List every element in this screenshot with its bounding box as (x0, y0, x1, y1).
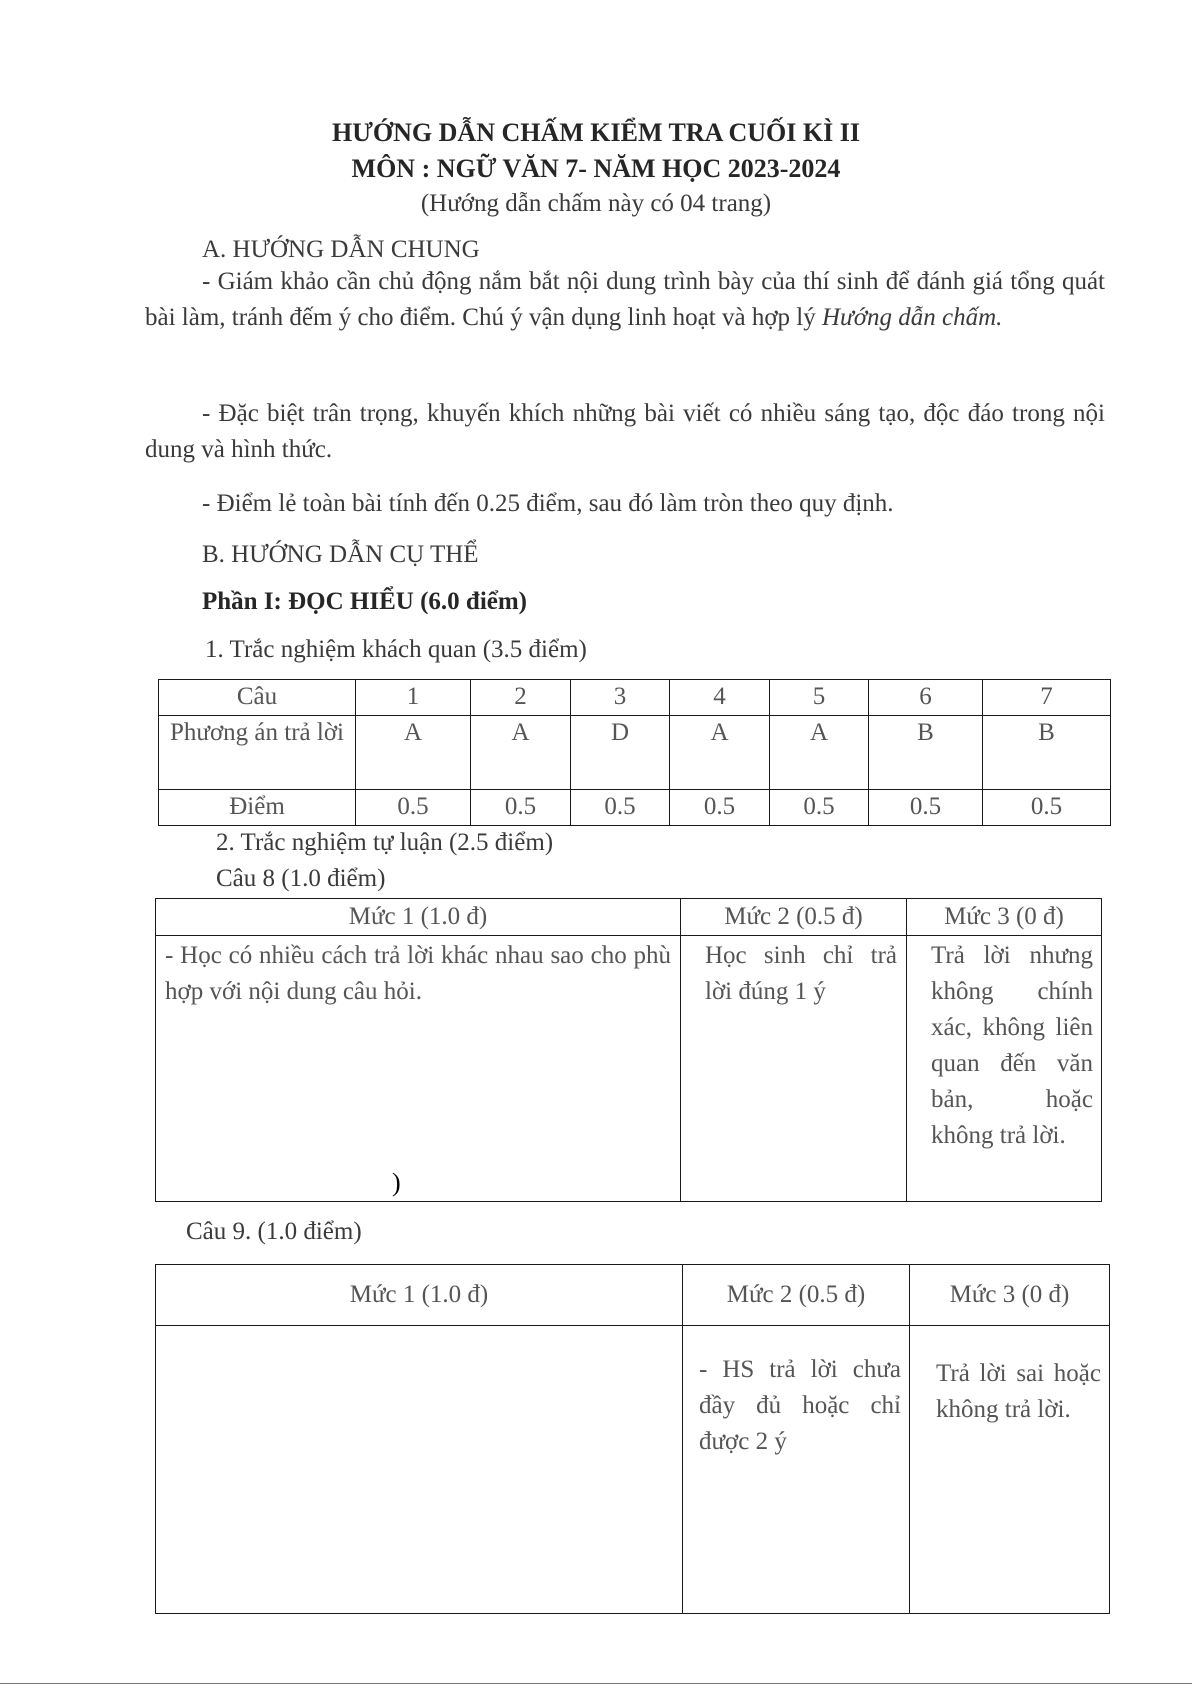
table-cell: B (983, 716, 1111, 790)
table-cell: A (471, 716, 571, 790)
table-row (156, 936, 1102, 1202)
column-header: Mức 2 (0.5 đ) (681, 899, 907, 936)
table-cell: 7 (983, 680, 1111, 716)
level-1-criteria: - Học có nhiều cách trả lời khác nhau sao cho phù hợp với nội dung câu hỏi. (165, 942, 671, 1005)
level-1-criteria (156, 1326, 682, 1328)
table-cell: 2 (471, 680, 571, 716)
section-a-paragraph-1 (145, 264, 1105, 336)
table-cell (907, 936, 1102, 1202)
question-8-heading: Câu 8 (1.0 điểm) (216, 865, 386, 892)
document-title-line-1: HƯỚNG DẪN CHẤM KIỂM TRA CUỐI KÌ II (332, 118, 860, 147)
level-2-criteria: - HS trả lời chưa đầy đủ hoặc chỉ được 2 ý (699, 1356, 901, 1455)
page-count-note: (Hướng dẫn chấm này có 04 trang) (420, 190, 772, 217)
subsection-1-heading: 1. Trắc nghiệm khách quan (3.5 điểm) (205, 636, 587, 663)
row-label: Câu (159, 680, 356, 716)
question-9-heading: Câu 9. (1.0 điểm) (186, 1218, 362, 1245)
table-row (156, 899, 1102, 936)
table-row (159, 790, 1111, 826)
table-row (159, 716, 1111, 790)
table-cell: A (670, 716, 770, 790)
level-3-criteria: Trả lời sai hoặc không trả lời. (936, 1360, 1101, 1423)
section-a-heading: A. HƯỚNG DẪN CHUNG (202, 236, 480, 263)
row-label: Phương án trả lời (159, 716, 356, 790)
table-cell: 3 (571, 680, 670, 716)
part-1-heading: Phần I: ĐỌC HIỂU (6.0 điểm) (202, 588, 528, 615)
table-cell: 4 (670, 680, 770, 716)
table-cell: 6 (869, 680, 983, 716)
paragraph-1-text: - Giám khảo cần chủ động nắm bắt nội dung trình bày của thí sinh để đánh giá tổng quát bài làm, tránh đếm ý cho điểm. Chú ý vận dụng linh hoạt và hợp lý (145, 268, 1105, 331)
paragraph-2-text: - Đặc biệt trân trọng, khuyến khích những bài viết có nhiều sáng tạo, độc đáo trong nội dung và hình thức. (145, 400, 1105, 463)
column-header: Mức 3 (0 đ) (907, 899, 1102, 936)
table-row (156, 1326, 1110, 1614)
section-a-paragraph-2 (145, 396, 1105, 468)
table-cell: 1 (356, 680, 471, 716)
table-cell: 0.5 (670, 790, 770, 826)
table-row (159, 680, 1111, 716)
table-cell: 0.5 (770, 790, 869, 826)
section-a-paragraph-3: - Điểm lẻ toàn bài tính đến 0.25 điểm, sau đó làm tròn theo quy định. (202, 490, 894, 517)
table-cell: 0.5 (356, 790, 471, 826)
table-cell (156, 936, 681, 1202)
column-header: Mức 1 (1.0 đ) (156, 899, 681, 936)
paragraph-1-italic-text: Hướng dẫn chấm. (822, 304, 1003, 331)
table-cell (156, 1326, 683, 1614)
table-cell: A (770, 716, 869, 790)
document-title-line-2: MÔN : NGỮ VĂN 7- NĂM HỌC 2023-2024 (351, 154, 841, 183)
table-cell: 0.5 (869, 790, 983, 826)
stray-parenthesis: ) (392, 1168, 401, 1197)
table-cell: 0.5 (471, 790, 571, 826)
table-cell: 0.5 (983, 790, 1111, 826)
table-cell (681, 936, 907, 1202)
table-cell: A (356, 716, 471, 790)
page-bottom-rule (0, 1683, 1192, 1684)
level-3-criteria: Trả lời nhưng không chính xác, không liên quan đến văn bản, hoặc không trả lời. (931, 942, 1093, 1149)
level-2-criteria: Học sinh chỉ trả lời đúng 1 ý (705, 942, 897, 1005)
table-cell (683, 1326, 910, 1614)
table-row (156, 1265, 1110, 1326)
question-8-rubric-table (155, 898, 1102, 1202)
mcq-answer-table (158, 679, 1111, 826)
table-cell: 0.5 (571, 790, 670, 826)
section-b-heading: B. HƯỚNG DẪN CỤ THỂ (202, 541, 479, 568)
subsection-2-heading: 2. Trắc nghiệm tự luận (2.5 điểm) (216, 829, 554, 856)
table-cell: B (869, 716, 983, 790)
row-label: Điểm (159, 790, 356, 826)
question-9-rubric-table (155, 1264, 1110, 1614)
column-header: Mức 2 (0.5 đ) (683, 1265, 910, 1326)
table-cell: D (571, 716, 670, 790)
column-header: Mức 3 (0 đ) (910, 1265, 1110, 1326)
table-cell: 5 (770, 680, 869, 716)
column-header: Mức 1 (1.0 đ) (156, 1265, 683, 1326)
table-cell (910, 1326, 1110, 1614)
